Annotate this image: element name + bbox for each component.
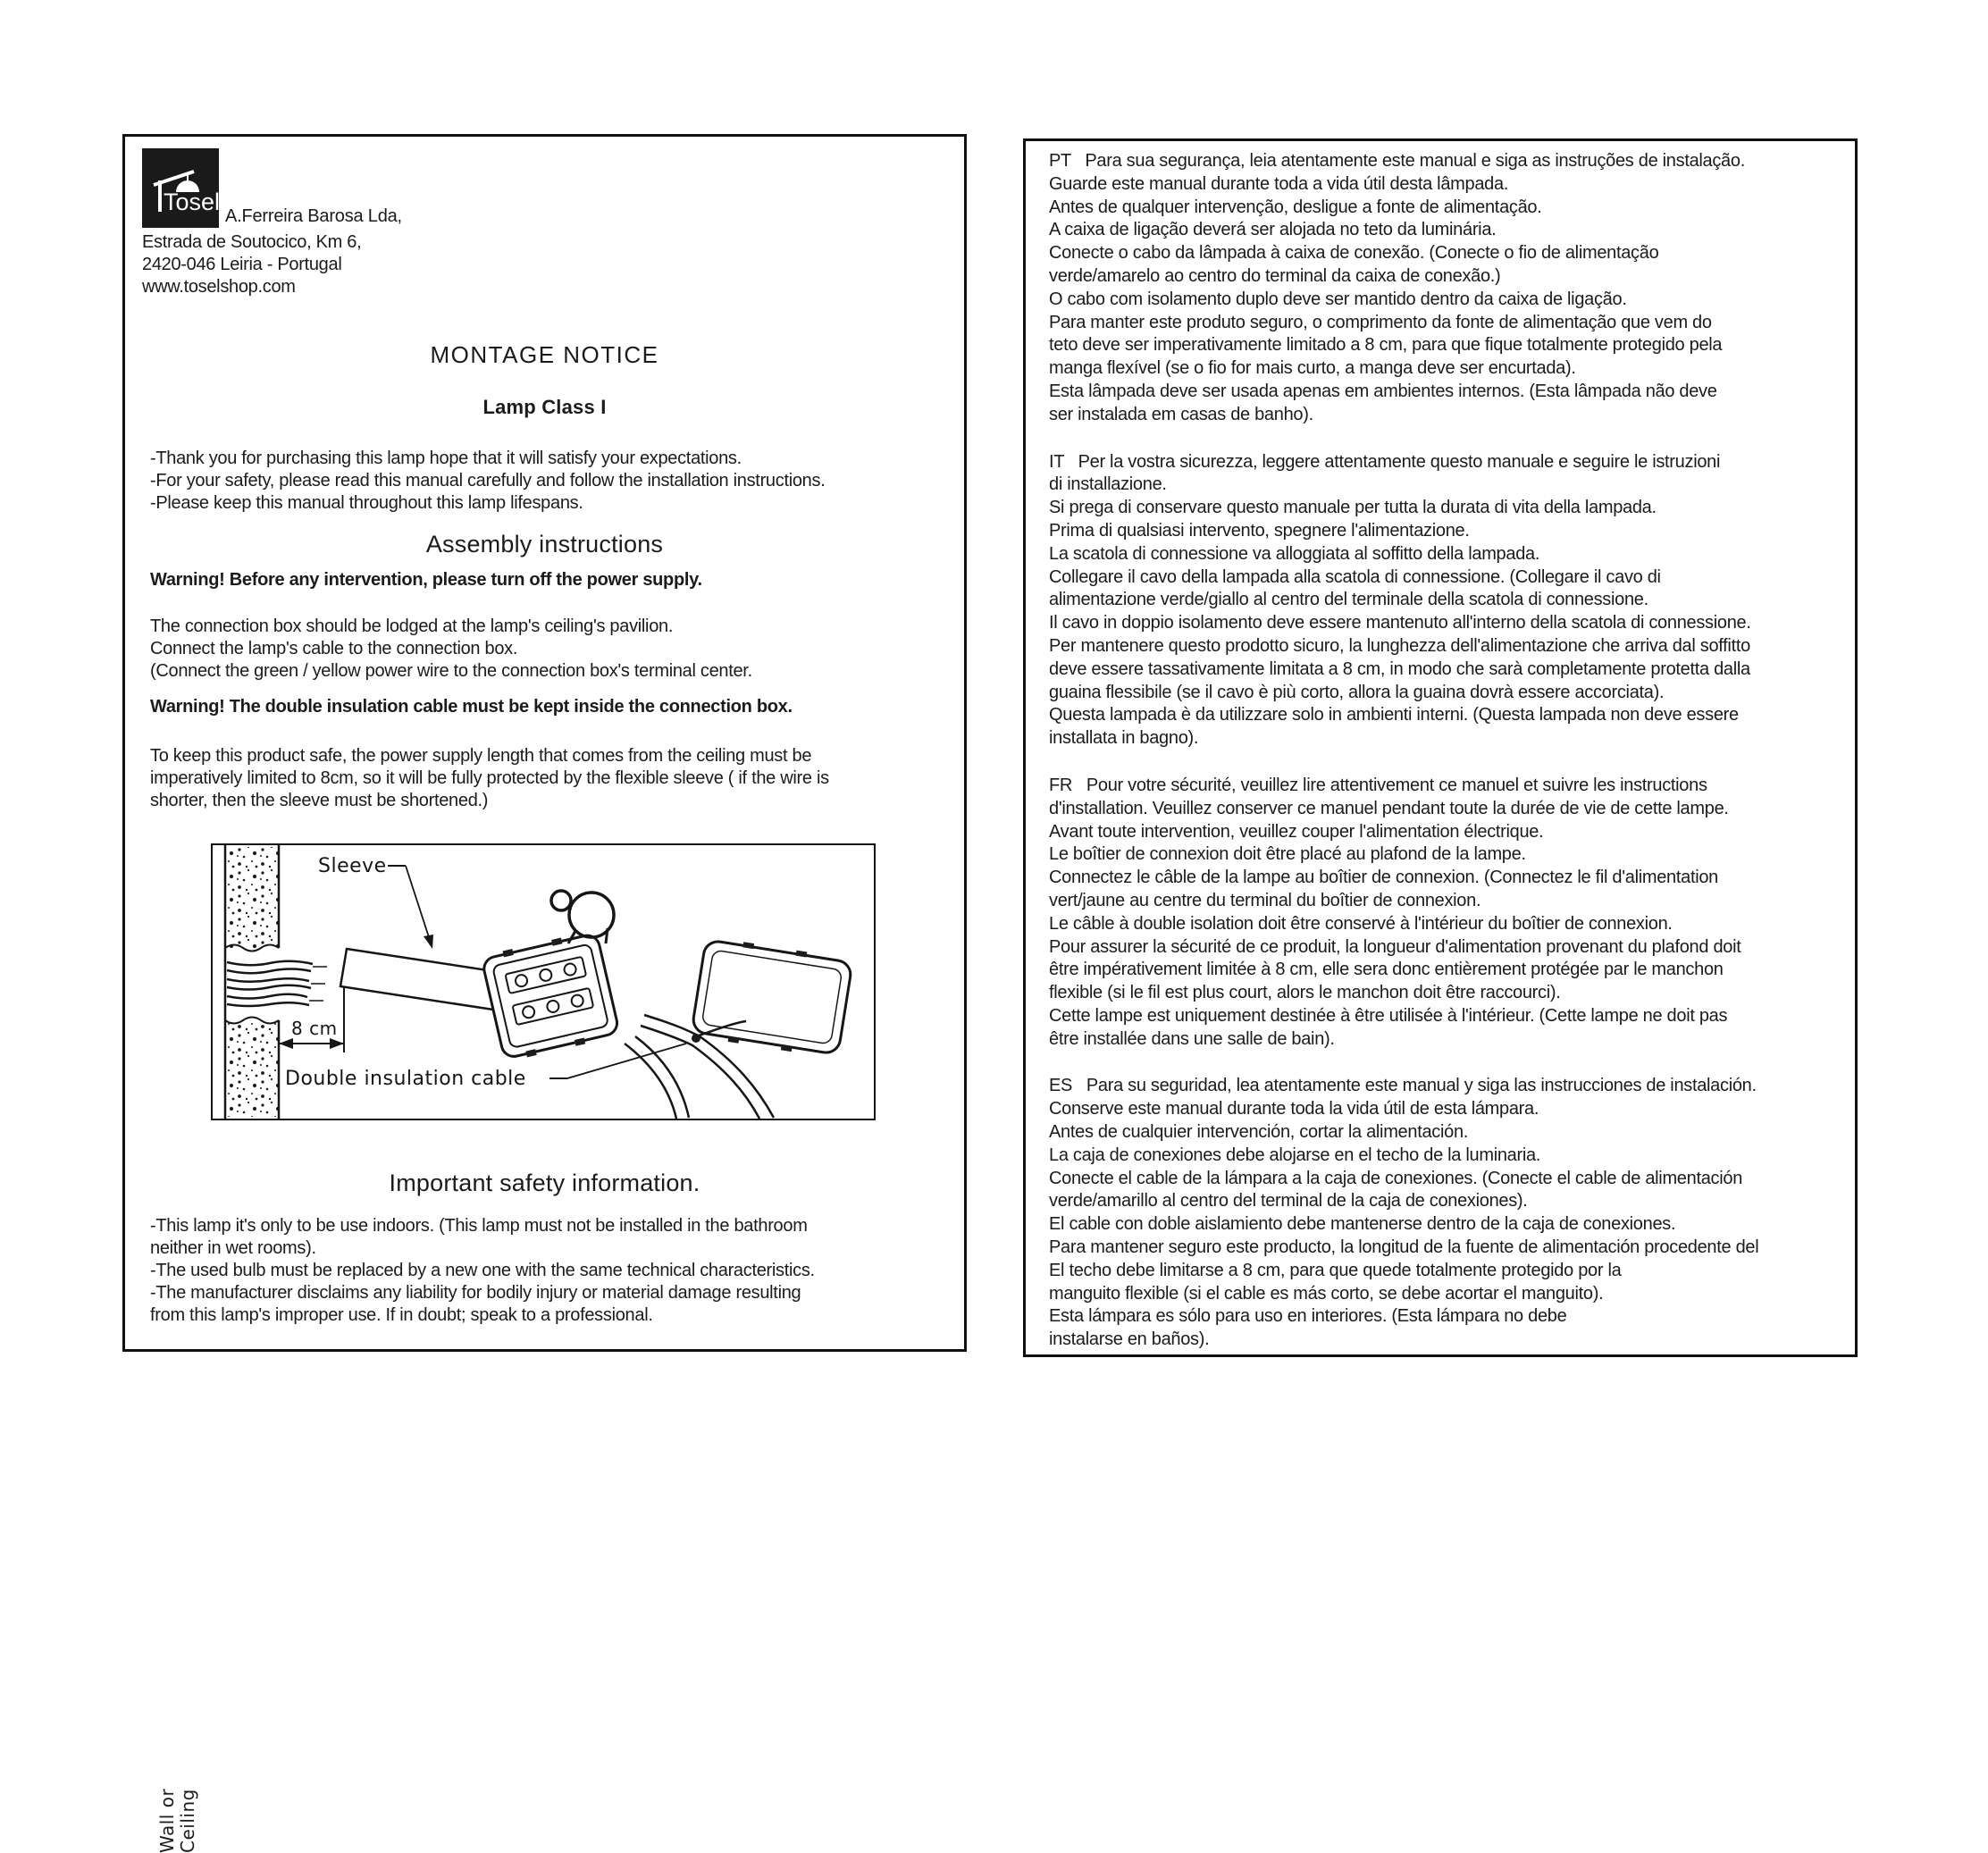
text-line: Connect the lamp's cable to the connection box.: [150, 639, 518, 658]
text-line: Questa lampada è da utilizzare solo in ambienti interni. (Questa lampada non deve essere: [1049, 705, 1739, 725]
text-line: installata in bagno).: [1049, 728, 1199, 749]
text-line: manga flexível (se o fio for mais curto, a manga deve ser encurtada).: [1049, 358, 1576, 379]
text-line: Para manter este produto seguro, o comprimento da fonte de alimentação que vem do: [1049, 312, 1712, 332]
company-name: A.Ferreira Barosa Lda,: [225, 206, 402, 226]
text-line: -Thank you for purchasing this lamp hope that it will satisfy your expectations.: [150, 449, 742, 468]
diagram-drawing: [213, 845, 874, 1119]
wall-or-ceiling-label: [157, 1746, 198, 1853]
safety-heading: Important safety information.: [389, 1170, 700, 1196]
text-line: Conecte o cabo da lâmpada à caixa de conexão. (Conecte o fio de alimentação: [1049, 243, 1659, 264]
text-line: from this lamp's improper use. If in doubt; speak to a professional.: [150, 1305, 653, 1325]
text-line: Prima di qualsiasi intervento, spegnere l'alimentazione.: [1049, 520, 1470, 541]
lang-section-pt: [1049, 150, 1832, 427]
text-line: -The used bulb must be replaced by a new one with the same technical characteristics.: [150, 1261, 815, 1280]
text-line: Antes de qualquer intervenção, desligue a fonte de alimentação.: [1049, 197, 1542, 217]
text-line: di installazione.: [1049, 474, 1167, 495]
warning-double-insulation: Warning! The double insulation cable must be kept inside the connection box.: [150, 697, 793, 717]
text-line: Antes de cualquier intervención, cortar la alimentación.: [1049, 1122, 1469, 1143]
text-line: Le boîtier de connexion doit être placé au plafond de la lampe.: [1049, 844, 1526, 865]
text-line: être impérativement limitée à 8 cm, elle sera donc entièrement protégée par le manchon: [1049, 960, 1724, 980]
lang-section-first-line: PT Para sua segurança, leia atentamente este manual e siga as instruções de instalação.: [1049, 151, 1745, 171]
text-line: guaina flessibile (se il cavo è più corto, allora la guaina dovrà essere accorciata).: [1049, 682, 1665, 702]
company-address: [142, 231, 964, 298]
lang-section-es: [1049, 1075, 1832, 1352]
text-line: The connection box should be lodged at the lamp's ceiling's pavilion.: [150, 616, 674, 636]
text-line: imperatively limited to 8cm, so it will be fully protected by the flexible sleeve ( if the wire is: [150, 768, 829, 788]
lang-section-first-line: FR Pour votre sécurité, veuillez lire attentivement ce manuel et suivre les instructions: [1049, 775, 1707, 795]
lang-section-first-line: ES Para su seguridad, lea atentamente este manual y siga las instrucciones de instalación.: [1049, 1076, 1757, 1096]
text-line: ser instalada em casas de banho).: [1049, 404, 1313, 424]
text-line: Cette lampe est uniquement destinée à être utilisée à l'intérieur. (Cette lampe ne doit pas: [1049, 1005, 1728, 1026]
page-right: [1023, 138, 1858, 1357]
text-line: El cable con doble aislamiento debe mantenerse dentro de la caja de conexiones.: [1049, 1214, 1676, 1235]
address-line: Estrada de Soutocico, Km 6,: [142, 232, 362, 252]
safety-paragraph: [150, 1215, 964, 1327]
text-line: To keep this product safe, the power supply length that comes from the ceiling must be: [150, 746, 812, 766]
address-line: 2420-046 Leiria - Portugal: [142, 255, 342, 274]
text-line: instalarse en baños).: [1049, 1329, 1210, 1350]
text-line: Per mantenere questo prodotto sicuro, la lunghezza dell'alimentazione che arriva dal soffitto: [1049, 635, 1750, 656]
text-line: Avant toute intervention, veuillez couper l'alimentation électrique.: [1049, 821, 1544, 842]
text-line: La scatola di connessione va alloggiata al soffitto della lampada.: [1049, 543, 1540, 564]
text-line: Pour assurer la sécurité de ce produit, la longueur d'alimentation provenant du plafond doit: [1049, 936, 1741, 957]
text-line: verde/amarillo al centro del terminal de la caja de conexiones).: [1049, 1191, 1528, 1212]
text-line: être installée dans une salle de bain).: [1049, 1028, 1335, 1049]
text-line: O cabo com isolamento duplo deve ser mantido dentro da caixa de ligação.: [1049, 289, 1627, 309]
text-line: flexible (si le fil est plus court, alors le manchon doit être raccourci).: [1049, 983, 1561, 1003]
dimension-8cm-label: 8 cm: [291, 1018, 338, 1039]
text-line: Guarde este manual durante toda a vida útil desta lâmpada.: [1049, 173, 1509, 194]
text-line: verde/amarelo ao centro do terminal da caixa de conexão.): [1049, 265, 1501, 286]
text-line: Para mantener seguro este producto, la longitud de la fuente de alimentación procedente del: [1049, 1237, 1759, 1258]
text-line: vert/jaune au centre du terminal du boîtier de connexion.: [1049, 890, 1481, 910]
text-line: Esta lâmpada deve ser usada apenas em ambientes internos. (Esta lâmpada não deve: [1049, 381, 1717, 401]
brand-row: [142, 148, 964, 228]
text-line: A caixa de ligação deverá ser alojada no teto da luminária.: [1049, 220, 1497, 240]
address-line: www.toselshop.com: [142, 277, 296, 297]
text-line: Le câble à double isolation doit être conservé à l'intérieur du boîtier de connexion.: [1049, 913, 1673, 934]
text-line: -The manufacturer disclaims any liability for bodily injury or material damage resulting: [150, 1283, 801, 1303]
sleeve-label: Sleeve: [318, 855, 387, 877]
text-line: Wall or: [156, 1788, 178, 1853]
document-subtitle: Lamp Class I: [482, 396, 607, 418]
tosel-logo-icon: [142, 148, 219, 228]
text-line: (Connect the green / yellow power wire to the connection box's terminal center.: [150, 661, 752, 681]
text-line: Esta lámpara es sólo para uso en interiores. (Esta lámpara no debe: [1049, 1306, 1567, 1327]
text-line: Collegare il cavo della lampada alla scatola di connessione. (Collegare il cavo di: [1049, 566, 1661, 587]
logo-text: Tosel: [164, 189, 221, 215]
lang-section-first-line: IT Per la vostra sicurezza, leggere attentamente questo manuale e seguire le istruzioni: [1049, 451, 1721, 472]
text-line: neither in wet rooms).: [150, 1238, 316, 1258]
assembly-heading: Assembly instructions: [425, 531, 664, 558]
text-line: La caja de conexiones debe alojarse en el techo de la luminaria.: [1049, 1144, 1541, 1165]
text-line: Conserve este manual durante toda la vida útil de esta lámpara.: [1049, 1099, 1539, 1119]
text-line: Il cavo in doppio isolamento deve essere mantenuto all'interno della scatola di connessione.: [1049, 613, 1751, 633]
language-sections: [1049, 150, 1832, 1352]
assembly-paragraph-1: [150, 616, 964, 683]
text-line: deve essere tassativamente limitata a 8 cm, in modo che sarà completamente protetta dalla: [1049, 658, 1750, 679]
document-title: MONTAGE NOTICE: [430, 341, 659, 368]
text-line: d'installation. Veuillez conserver ce manuel pendant toute la durée de vie de cette lampe.: [1049, 798, 1729, 818]
text-line: -This lamp it's only to be use indoors. (This lamp must not be installed in the bathroom: [150, 1216, 808, 1236]
lang-section-it: [1049, 451, 1832, 750]
text-line: El techo debe limitarse a 8 cm, para que quede totalmente protegido por la: [1049, 1260, 1622, 1280]
text-line: alimentazione verde/giallo al centro del terminale della scatola di connessione.: [1049, 590, 1648, 610]
page-left: [122, 134, 967, 1853]
double-insulation-cable-label: Double insulation cable: [285, 1068, 526, 1090]
assembly-paragraph-2: [150, 745, 964, 812]
text-line: -For your safety, please read this manual carefully and follow the installation instructions.: [150, 471, 826, 490]
text-line: Connectez le câble de la lampe au boîtier de connexion. (Connectez le fil d'alimentation: [1049, 868, 1719, 888]
text-line: Ceiling: [177, 1789, 198, 1853]
text-line: Si prega di conservare questo manuale per tutta la durata di vita della lampada.: [1049, 498, 1657, 518]
intro-paragraph: [150, 448, 964, 515]
text-line: shorter, then the sleeve must be shortened.): [150, 791, 489, 810]
lang-section-fr: [1049, 775, 1832, 1052]
text-line: manguito flexible (si el cable es más corto, se debe acortar el manguito).: [1049, 1283, 1604, 1304]
text-line: -Please keep this manual throughout this lamp lifespans.: [150, 493, 583, 513]
text-line: Conecte el cable de la lámpara a la caja de conexiones. (Conecte el cable de alimentación: [1049, 1168, 1743, 1188]
warning-power-supply: Warning! Before any intervention, please turn off the power supply.: [150, 570, 702, 590]
text-line: teto deve ser imperativamente limitado a 8 cm, para que fique totalmente protegido pela: [1049, 335, 1723, 356]
